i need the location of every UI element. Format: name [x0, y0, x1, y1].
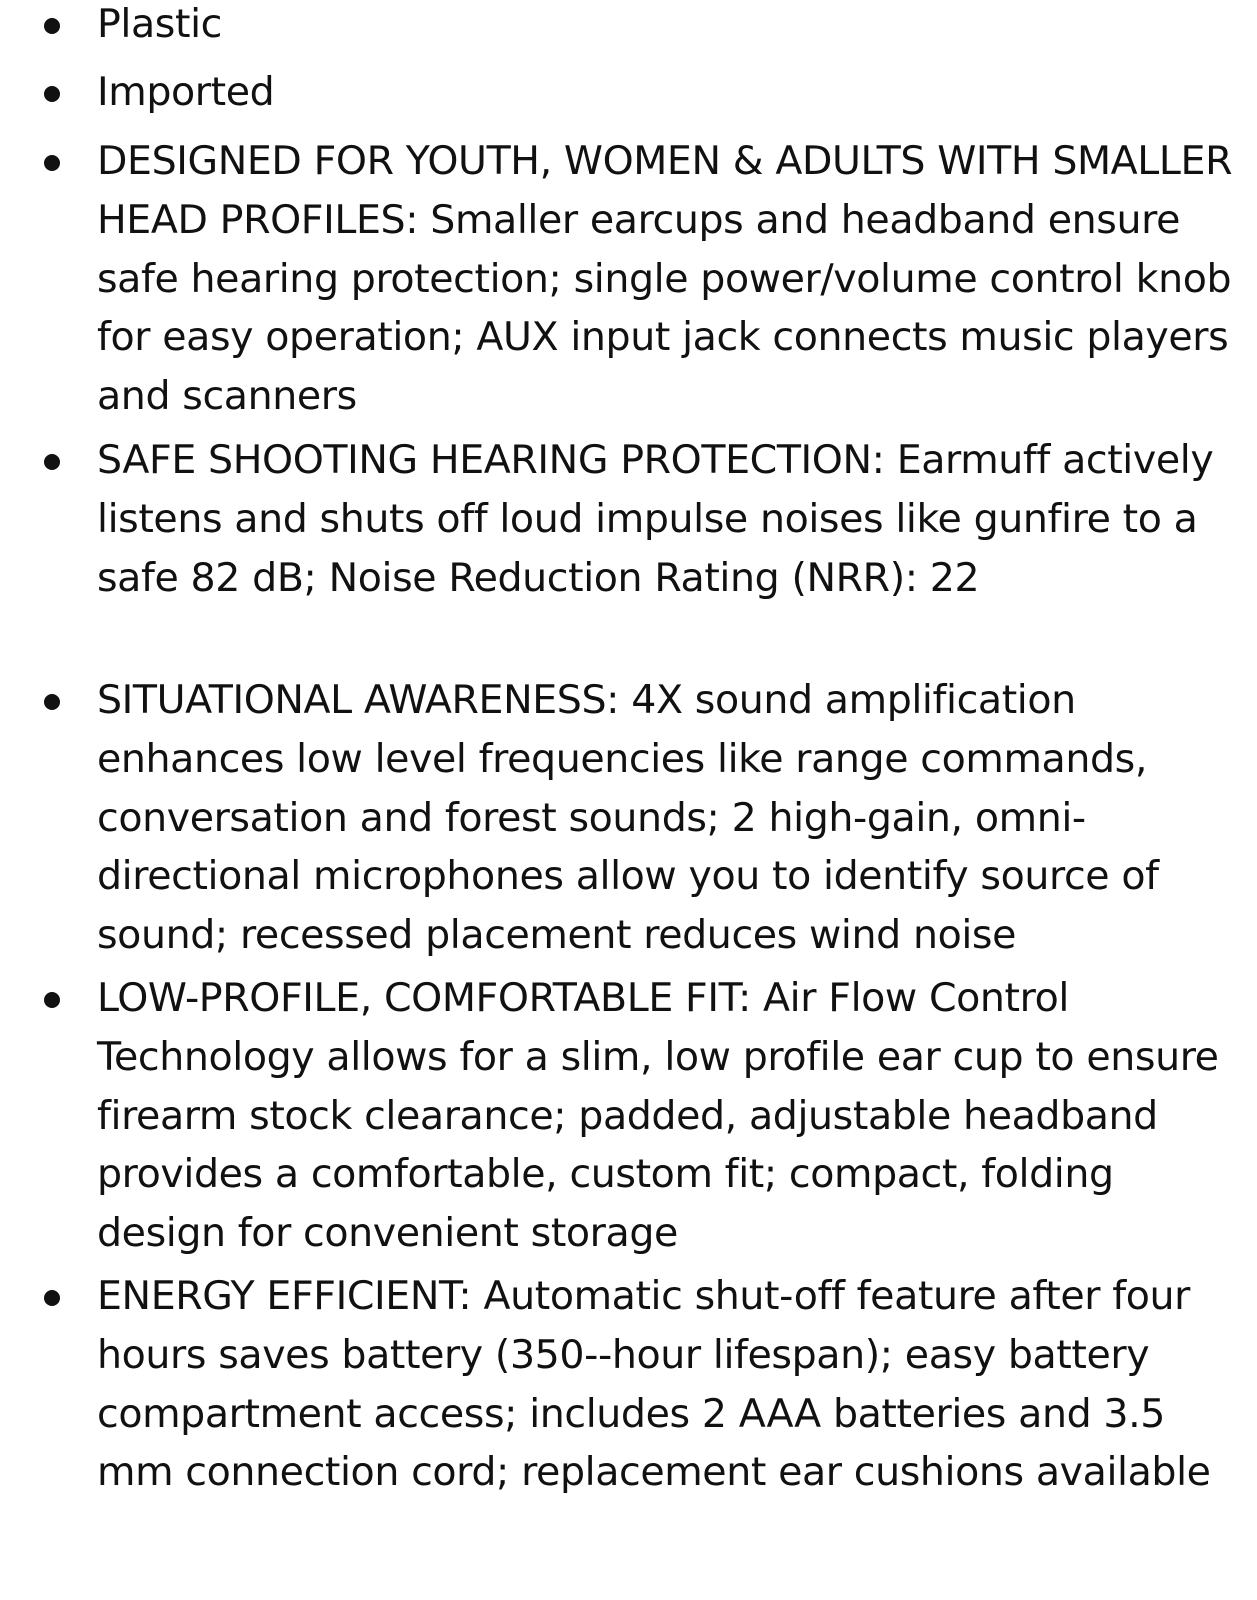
- list-item-text: LOW-PROFILE, COMFORTABLE FIT: Air Flow Control Technology allows for a slim, low profile ear cup to ensure firearm stock clearance; padded, adjustable headband provides a comfortable, custom fit; compact, folding design for convenient storage: [97, 975, 1219, 1257]
- list-item-text: Imported: [97, 69, 275, 115]
- list-item-text: Plastic: [97, 1, 222, 47]
- bullet-dot-icon: [44, 18, 60, 34]
- bullet-dot-icon: [44, 454, 60, 470]
- list-item-text: SITUATIONAL AWARENESS: 4X sound amplification enhances low level frequencies like range commands, conversation and forest sounds; 2 high-gain, omni-directional microphones allow you to identify source of sound; recessed placement reduces wind noise: [97, 677, 1159, 959]
- bullet-dot-icon: [44, 155, 60, 171]
- list-item-text: SAFE SHOOTING HEARING PROTECTION: Earmuff actively listens and shuts off loud impulse noises like gunfire to a safe 82 dB; Noise Reduction Rating (NRR): 22: [97, 437, 1214, 601]
- list-item-text: DESIGNED FOR YOUTH, WOMEN & ADULTS WITH SMALLER HEAD PROFILES: Smaller earcups and headband ensure safe hearing protection; single power/volume control knob for easy operation; AUX input jack connects music players and scanners: [97, 138, 1233, 420]
- bullet-dot-icon: [44, 992, 60, 1008]
- list-item-text: ENERGY EFFICIENT: Automatic shut-off feature after four hours saves battery (350--hour lifespan); easy battery compartment access; includes 2 AAA batteries and 3.5 mm connection cord; replacement ear cushions available: [97, 1273, 1211, 1496]
- bullet-dot-icon: [44, 1290, 60, 1306]
- bullet-dot-icon: [44, 694, 60, 710]
- bullet-dot-icon: [44, 86, 60, 102]
